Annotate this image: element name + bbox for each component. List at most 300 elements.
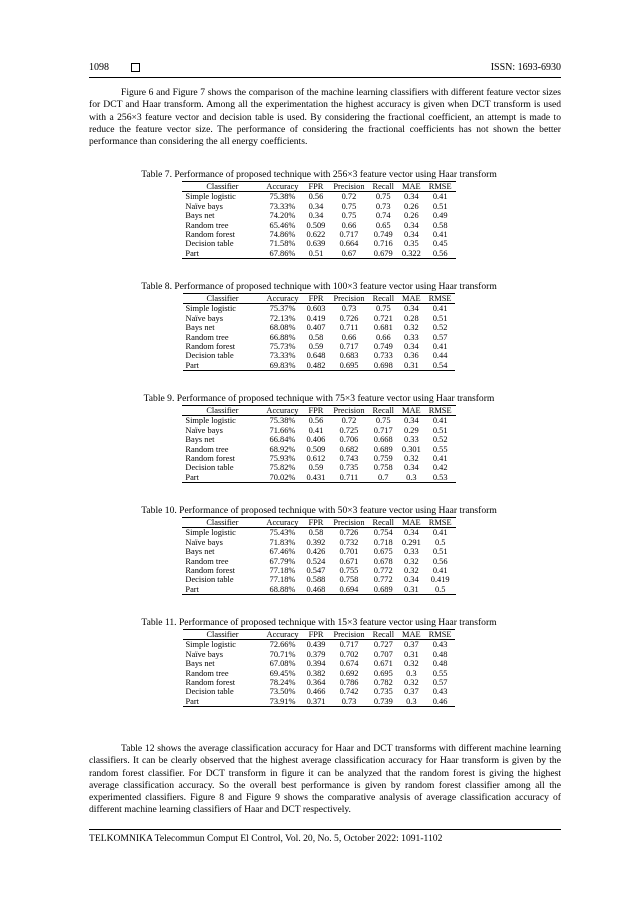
table-row [182,202,455,211]
value-cell: 0.431 [303,473,330,483]
classifier-cell: Random tree [185,556,229,566]
column-header: RMSE [425,182,456,192]
value-cell: 0.66 [341,332,357,342]
value-cell: 0.772 [373,566,393,576]
classifier-cell: Random forest [185,342,236,352]
classifier-cell: Simple logistic [185,192,236,202]
value-cell: 0.33 [404,435,419,445]
value-cell: 73.50% [269,687,296,697]
value-cell: 75.38% [269,192,296,202]
column-header: Accuracy [262,406,302,416]
value-cell: 0.48 [432,649,448,659]
value-cell: 0.717 [339,640,359,650]
value-cell: 0.41 [432,342,448,352]
value-cell: 0.717 [339,230,359,240]
value-cell: 0.51 [432,201,448,211]
value-cell: 0.755 [339,566,359,576]
value-cell: 0.49 [432,211,448,221]
results-table [183,629,456,707]
value-cell: 0.53 [425,473,456,483]
column-header: MAE [398,406,425,416]
table-row [182,249,455,259]
table-row [182,435,455,444]
value-cell: 0.75 [341,201,357,211]
value-cell: 0.681 [373,323,393,333]
table-row [183,669,456,678]
value-cell: 0.34 [404,528,419,538]
value-cell: 0.727 [373,640,393,650]
value-cell: 0.65 [375,220,391,230]
value-cell: 67.08% [269,659,296,669]
column-header: FPR [303,294,330,304]
value-cell: 0.33 [404,332,419,342]
value-cell: 0.33 [404,547,419,557]
table-header-row [182,182,455,192]
results-table [182,181,455,259]
value-cell: 0.674 [339,659,359,669]
value-cell: 0.72 [341,192,357,202]
value-cell: 0.45 [432,239,448,249]
column-header: Recall [369,406,398,416]
page-number: 1098 [89,62,109,73]
column-header: RMSE [425,630,456,640]
column-header: Recall [369,182,398,192]
column-header: Accuracy [262,182,302,192]
table-row [183,687,456,696]
value-cell: 0.786 [339,678,359,688]
value-cell: 0.28 [404,313,419,323]
value-cell: 0.3 [406,668,417,678]
value-cell: 67.86% [262,249,302,259]
value-cell: 70.71% [269,649,296,659]
value-cell: 0.701 [339,547,359,557]
column-header: Accuracy [262,518,302,528]
value-cell: 0.689 [369,585,398,595]
value-cell: 0.32 [404,678,419,688]
column-header: Precision [329,518,368,528]
value-cell: 0.32 [404,454,419,464]
value-cell: 0.41 [432,416,448,426]
value-cell: 71.58% [269,239,296,249]
value-cell: 0.671 [339,556,359,566]
value-cell: 0.547 [306,566,326,576]
classifier-cell: Naïve bays [185,425,223,435]
value-cell: 0.698 [369,361,398,371]
value-cell: 0.3 [398,473,425,483]
table-row [182,416,455,426]
value-cell: 0.379 [306,649,326,659]
classifier-cell: Naïve bays [185,649,223,659]
table-row [182,575,455,584]
value-cell: 0.5 [425,585,456,595]
value-cell: 72.13% [269,313,296,323]
column-header: Precision [329,294,368,304]
value-cell: 0.439 [306,640,326,650]
value-cell: 74.86% [269,230,296,240]
value-cell: 0.3 [398,697,425,707]
classifier-cell: Simple logistic [185,304,236,314]
table-row [183,342,456,351]
table-row [182,445,455,454]
value-cell: 0.419 [306,313,326,323]
table-row [183,678,456,687]
value-cell: 0.732 [339,537,359,547]
value-cell: 0.743 [339,454,359,464]
classifier-cell: Decision table [185,351,234,361]
value-cell: 0.57 [432,678,448,688]
value-cell: 0.733 [373,351,393,361]
column-header: MAE [398,182,425,192]
value-cell: 0.692 [339,668,359,678]
classifier-cell: Naïve bays [185,201,223,211]
table-row [183,304,456,314]
classifier-cell: Decision table [185,239,234,249]
value-cell: 75.73% [269,342,296,352]
column-header: RMSE [425,294,456,304]
value-cell: 67.79% [269,556,296,566]
results-table [182,517,455,595]
value-cell: 0.51 [303,249,330,259]
column-header: RMSE [425,406,456,416]
value-cell: 0.41 [432,528,448,538]
classifier-cell: Random forest [185,230,235,240]
value-cell: 0.758 [339,575,359,585]
value-cell: 0.32 [404,659,419,669]
value-cell: 0.74 [375,211,391,221]
classifier-cell: Random forest [185,454,235,464]
issn: ISSN: 1693-6930 [490,62,561,73]
value-cell: 0.51 [432,547,448,557]
value-cell: 0.37 [404,687,419,697]
value-cell: 0.758 [373,463,393,473]
page-header [89,62,561,78]
classifier-cell: Decision table [185,463,234,473]
value-cell: 0.58 [432,220,448,230]
value-cell: 0.34 [308,211,324,221]
value-cell: 0.26 [404,211,419,221]
value-cell: 0.749 [373,230,393,240]
value-cell: 0.322 [398,249,425,259]
value-cell: 0.34 [404,342,419,352]
table-row [183,650,456,659]
value-cell: 0.711 [329,473,368,483]
value-cell: 68.08% [269,323,296,333]
classifier-cell: Part [183,361,263,371]
value-cell: 0.695 [373,668,393,678]
value-cell: 0.34 [404,230,419,240]
value-cell: 0.29 [404,425,419,435]
table-row [182,239,455,248]
classifier-cell: Simple logistic [185,528,236,538]
value-cell: 0.34 [404,463,419,473]
value-cell: 0.717 [373,425,393,435]
value-cell: 0.67 [329,249,368,259]
value-cell: 0.46 [425,697,456,707]
results-table [182,405,455,483]
value-cell: 65.46% [269,220,296,230]
page-footer: TELKOMNIKA Telecommun Comput El Control, Vol. 20, No. 5, October 2022: 1091-1102 [89,829,561,844]
value-cell: 69.83% [263,361,303,371]
table-header-row [182,406,455,416]
value-cell: 67.46% [269,547,296,557]
column-header: Accuracy [263,294,303,304]
value-cell: 66.84% [269,435,296,445]
value-cell: 0.34 [404,192,419,202]
value-cell: 0.43 [432,687,448,697]
column-header: Precision [329,406,368,416]
value-cell: 68.88% [262,585,302,595]
value-cell: 71.83% [269,537,296,547]
table-caption: Table 10. Performance of proposed technique with 50×3 feature vector using Haar transform [141,505,497,516]
value-cell: 0.726 [339,313,359,323]
value-cell: 0.7 [369,473,398,483]
value-cell: 0.466 [306,687,326,697]
value-cell: 0.759 [373,454,393,464]
value-cell: 0.392 [306,537,326,547]
value-cell: 0.51 [432,313,448,323]
value-cell: 0.707 [373,649,393,659]
value-cell: 0.407 [306,323,326,333]
table-row [183,659,456,668]
column-header: Precision [329,182,368,192]
value-cell: 0.782 [373,678,393,688]
column-header: RMSE [425,518,456,528]
value-cell: 0.721 [373,313,393,323]
classifier-cell: Random tree [185,444,229,454]
value-cell: 0.75 [375,416,391,426]
value-cell: 0.75 [375,192,391,202]
value-cell: 73.91% [263,697,303,707]
table-caption: Table 7. Performance of proposed technique with 256×3 feature vector using Haar transform [141,169,497,180]
column-header: Classifier [183,294,263,304]
value-cell: 68.92% [269,444,296,454]
table-row [183,640,456,650]
value-cell: 0.612 [306,454,326,464]
classifier-cell: Random tree [185,668,229,678]
value-cell: 0.588 [306,575,326,585]
value-cell: 0.34 [404,304,419,314]
value-cell: 66.88% [269,332,296,342]
column-header: Recall [369,630,398,640]
value-cell: 0.31 [398,361,425,371]
paragraph-intro: Figure 6 and Figure 7 shows the comparison of the machine learning classifiers with different feature vector sizes for DCT and Haar transform. Among all the experimentation the highest accuracy is given when DCT transform is used with a 256×3 feature vector and decision table is used. By considering the fractional coefficient, an attempt is made to reduce the feature vector size. The performance of considering the fractional coefficients has not shown the better performance than considering the all energy coefficients. [89,87,561,148]
value-cell: 0.51 [432,425,448,435]
table-row [182,230,455,239]
value-cell: 0.41 [432,304,448,314]
value-cell: 75.37% [269,304,296,314]
classifier-cell: Random forest [185,566,235,576]
table-row [182,426,455,435]
value-cell: 73.33% [269,201,296,211]
value-cell: 0.41 [432,192,448,202]
column-header: MAE [398,518,425,528]
value-cell: 0.671 [373,659,393,669]
classifier-cell: Random forest [185,678,236,688]
classifier-cell: Simple logistic [185,640,236,650]
value-cell: 0.678 [373,556,393,566]
column-header: MAE [398,294,425,304]
classifier-cell: Decision table [185,687,234,697]
value-cell: 0.35 [404,239,419,249]
value-cell: 0.694 [329,585,368,595]
table-row [182,557,455,566]
value-cell: 0.772 [373,575,393,585]
table-block-8 [0,281,638,371]
table-row [182,473,455,483]
value-cell: 0.716 [373,239,393,249]
value-cell: 0.689 [373,444,393,454]
value-cell: 0.52 [432,435,448,445]
value-cell: 0.382 [306,668,326,678]
table-caption: Table 9. Performance of proposed technique with 75×3 feature vector using Haar transform [143,393,495,404]
column-header: Recall [369,294,398,304]
value-cell: 0.622 [306,230,326,240]
value-cell: 0.59 [308,463,324,473]
column-header: Precision [329,630,368,640]
classifier-cell: Part [182,585,262,595]
value-cell: 0.37 [404,640,419,650]
value-cell: 0.749 [373,342,393,352]
value-cell: 0.56 [308,192,324,202]
value-cell: 0.675 [373,547,393,557]
value-cell: 0.735 [339,463,359,473]
value-cell: 0.52 [432,323,448,333]
value-cell: 0.31 [404,649,419,659]
value-cell: 0.683 [339,351,359,361]
table-caption: Table 11. Performance of proposed technique with 15×3 feature vector using Haar transform [141,617,497,628]
value-cell: 0.34 [404,220,419,230]
value-cell: 0.664 [339,239,359,249]
value-cell: 0.59 [308,342,324,352]
value-cell: 0.706 [339,435,359,445]
value-cell: 0.717 [339,342,359,352]
table-row [183,351,456,360]
value-cell: 0.32 [404,566,419,576]
value-cell: 0.394 [306,659,326,669]
table-block-11 [0,617,638,707]
table-row [183,323,456,332]
value-cell: 0.668 [373,435,393,445]
value-cell: 0.509 [306,444,326,454]
table-row [183,361,456,371]
value-cell: 77.18% [269,566,296,576]
value-cell: 0.468 [303,585,330,595]
classifier-cell: Random tree [185,220,229,230]
column-header: MAE [398,630,425,640]
value-cell: 71.66% [269,425,296,435]
classifier-cell: Simple logistic [185,416,236,426]
column-header: Recall [369,518,398,528]
column-header: FPR [303,406,330,416]
value-cell: 0.702 [339,649,359,659]
classifier-cell: Bays net [185,211,215,221]
value-cell: 0.43 [432,640,448,650]
value-cell: 0.66 [341,220,357,230]
value-cell: 75.82% [269,463,296,473]
value-cell: 0.54 [425,361,456,371]
value-cell: 0.58 [308,528,324,538]
value-cell: 0.679 [369,249,398,259]
table-block-7 [0,169,638,259]
classifier-cell: Part [182,473,262,483]
table-caption: Table 8. Performance of proposed technique with 100×3 feature vector using Haar transform [141,281,497,292]
value-cell: 0.639 [306,239,326,249]
value-cell: 0.75 [376,304,391,314]
value-cell: 0.524 [306,556,326,566]
column-header: Classifier [182,182,262,192]
table-row [182,585,455,595]
classifier-cell: Random tree [185,332,229,342]
value-cell: 0.55 [432,444,448,454]
table-block-10 [0,505,638,595]
value-cell: 77.18% [269,575,296,585]
value-cell: 0.73 [341,304,357,314]
table-header-row [183,630,456,640]
column-header: Classifier [183,630,263,640]
value-cell: 0.509 [306,220,326,230]
value-cell: 0.726 [339,528,359,538]
table-row [182,547,455,556]
value-cell: 0.56 [425,249,456,259]
value-cell: 0.73 [375,201,391,211]
value-cell: 0.735 [373,687,393,697]
value-cell: 0.32 [404,323,419,333]
table-row [183,333,456,342]
column-header: Accuracy [263,630,303,640]
table-header-row [183,294,456,304]
table-header-row [182,518,455,528]
classifier-cell: Part [182,249,262,259]
column-header: FPR [303,518,330,528]
value-cell: 0.742 [339,687,359,697]
value-cell: 0.406 [306,435,326,445]
value-cell: 70.02% [262,473,302,483]
value-cell: 0.44 [432,351,448,361]
value-cell: 75.38% [269,416,296,426]
value-cell: 0.603 [306,304,326,314]
table-row [182,538,455,547]
table-row [182,463,455,472]
value-cell: 0.55 [432,668,448,678]
value-cell: 0.32 [404,556,419,566]
value-cell: 0.34 [404,416,419,426]
table-row [182,454,455,463]
value-cell: 0.718 [373,537,393,547]
table-row [182,528,455,538]
value-cell: 0.648 [306,351,326,361]
classifier-cell: Decision table [185,575,234,585]
value-cell: 75.43% [269,528,296,538]
classifier-cell: Bays net [185,323,215,333]
classifier-cell: Naïve bays [185,313,223,323]
value-cell: 0.75 [341,211,357,221]
classifier-cell: Part [183,697,263,707]
value-cell: 0.34 [404,575,419,585]
value-cell: 0.364 [306,678,326,688]
classifier-cell: Bays net [185,435,215,445]
value-cell: 0.41 [432,454,448,464]
value-cell: 0.36 [404,351,419,361]
value-cell: 0.58 [308,332,324,342]
table-row [182,566,455,575]
value-cell: 0.56 [308,416,324,426]
value-cell: 0.34 [308,201,324,211]
value-cell: 69.45% [269,668,296,678]
value-cell: 0.41 [432,566,448,576]
value-cell: 0.41 [432,230,448,240]
classifier-cell: Bays net [185,659,215,669]
square-icon [131,63,140,72]
